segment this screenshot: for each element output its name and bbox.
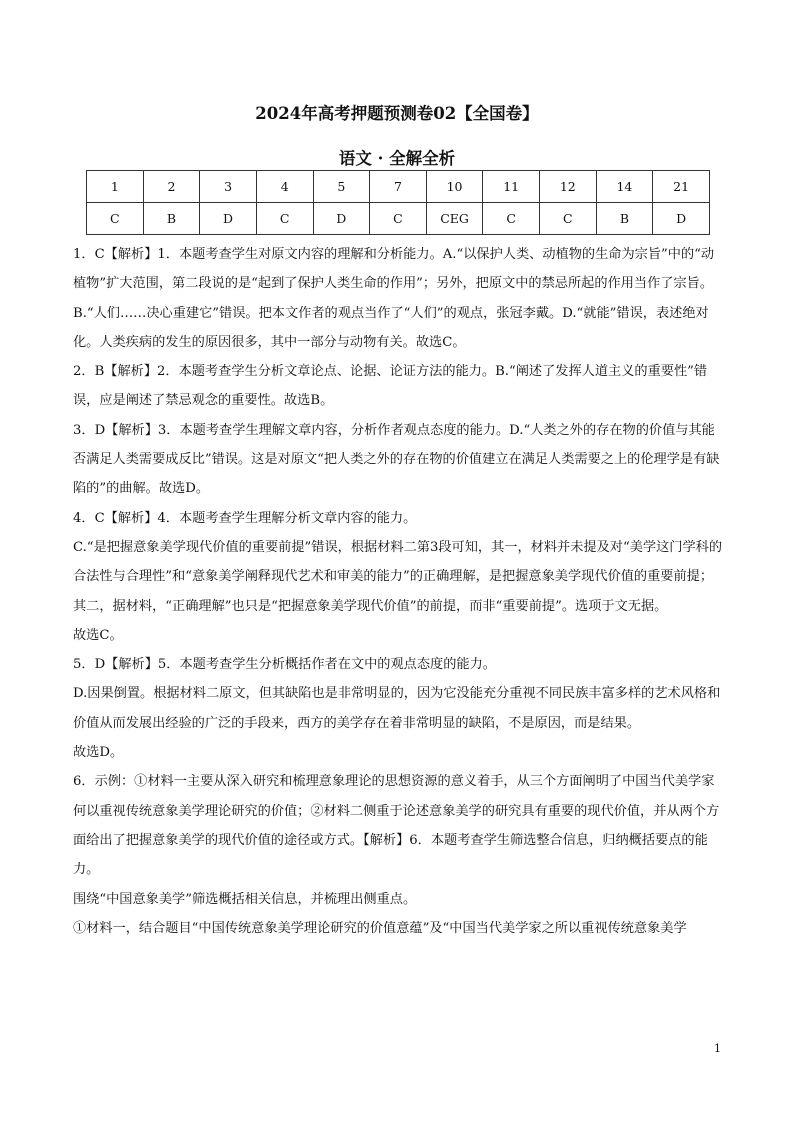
answer-table <box>86 170 710 235</box>
explanation-paragraph: 3．D【解析】3．本题考查学生理解文章内容，分析作者观点态度的能力。D.“人类之外的存在物的价值与其能否满足人类需要成反比”错误。这是对原文“把人类之外的存在物的价值建立在满足人类需要之上的伦理学是有缺陷的”的曲解。故选D。 <box>73 422 720 497</box>
question-number-cell: 5 <box>313 171 370 203</box>
answer-cell: C <box>370 203 427 235</box>
explanation-paragraph: ①材料一，结合题目“中国传统意象美学理论研究的价值意蕴”及“中国当代美学家之所以重视传统意象美学 <box>73 920 687 936</box>
question-number-cell: 21 <box>653 171 710 203</box>
answer-cell: C <box>483 203 540 235</box>
page-number: 1 <box>714 1042 721 1055</box>
explanation-paragraph: 5．D【解析】5．本题考查学生分析概括作者在文中的观点态度的能力。 <box>73 657 496 673</box>
answer-cell: B <box>143 203 200 235</box>
question-number-cell: 4 <box>256 171 313 203</box>
explanation-paragraph: 1．C【解析】1．本题考查学生对原文内容的理解和分析能力。A.“以保护人类、动植物的生命为宗旨”中的“动植物”扩大范围，第二段说的是“起到了保护人类生命的作用”；另外，把原文中的禁忌所起的作用当作了宗旨。B.“人们……决心重建它”错误。把本文作者的观点当作了“人们”的观点，张冠李戴。D.“就能”错误，表述绝对化。人类疾病的发生的原因很多，其中一部分与动物有关。故选C。 <box>73 247 715 350</box>
answer-cell: D <box>313 203 370 235</box>
question-number-cell: 10 <box>426 171 483 203</box>
answer-cell: B <box>596 203 653 235</box>
answer-cell: D <box>653 203 710 235</box>
answer-cell: C <box>540 203 597 235</box>
answer-cell: C <box>87 203 144 235</box>
explanation-paragraph: 故选D。 <box>73 745 124 761</box>
explanation-paragraph: D.因果倒置。根据材料二原文，但其缺陷也是非常明显的，因为它没能充分重视不同民族丰富多样的艺术风格和价值从而发展出经验的广泛的手段来，西方的美学存在着非常明显的缺陷，不是原因，而是结果。 <box>73 686 721 731</box>
question-number-cell: 2 <box>143 171 200 203</box>
page-subtitle: 语文 · 全解全析 <box>338 149 456 168</box>
explanation-paragraph: C.“是把握意象美学现代价值的重要前提”错误，根据材料二第3段可知，其一，材料并未提及对“美学这门学科的合法性与合理性”和“意象美学阐释现代艺术和审美的能力”的正确理解，是把握意象美学现代价值的重要前提；其二，据材料，“正确理解”也只是“把握意象美学现代价值”的前提，而非“重要前提”。选项于文无据。 <box>73 539 723 614</box>
question-number-cell: 3 <box>200 171 257 203</box>
explanation-paragraph: 围绕“中国意象美学”筛选概括相关信息，并梳理出侧重点。 <box>73 891 417 907</box>
explanation-paragraph: 2．B【解析】2．本题考查学生分析文章论点、论据、论证方法的能力。B.“阐述了发挥人道主义的重要性”错误，应是阐述了禁忌观念的重要性。故选B。 <box>73 364 708 409</box>
question-number-cell: 7 <box>370 171 427 203</box>
question-number-cell: 11 <box>483 171 540 203</box>
question-number-cell: 12 <box>540 171 597 203</box>
question-number-row <box>87 171 710 203</box>
explanation-body <box>73 240 724 943</box>
answer-row <box>87 203 710 235</box>
answer-cell: D <box>200 203 257 235</box>
explanation-paragraph: 6．示例：①材料一主要从深入研究和梳理意象理论的思想资源的意义着手，从三个方面阐明了中国当代美学家何以重视传统意象美学理论研究的价值；②材料二侧重于论述意象美学的研究具有重要的现代价值，并从两个方面给出了把握意象美学的现代价值的途径或方式。【解析】6．本题考查学生筛选整合信息，归纳概括要点的能力。 <box>73 774 720 878</box>
question-number-cell: 1 <box>87 171 144 203</box>
question-number-cell: 14 <box>596 171 653 203</box>
explanation-paragraph: 4．C【解析】4．本题考查学生理解分析文章内容的能力。 <box>73 510 417 526</box>
answer-cell: CEG <box>426 203 483 235</box>
page-title: 2024年高考押题预测卷02【全国卷】 <box>255 104 539 123</box>
explanation-paragraph: 故选C。 <box>73 627 123 643</box>
answer-cell: C <box>256 203 313 235</box>
